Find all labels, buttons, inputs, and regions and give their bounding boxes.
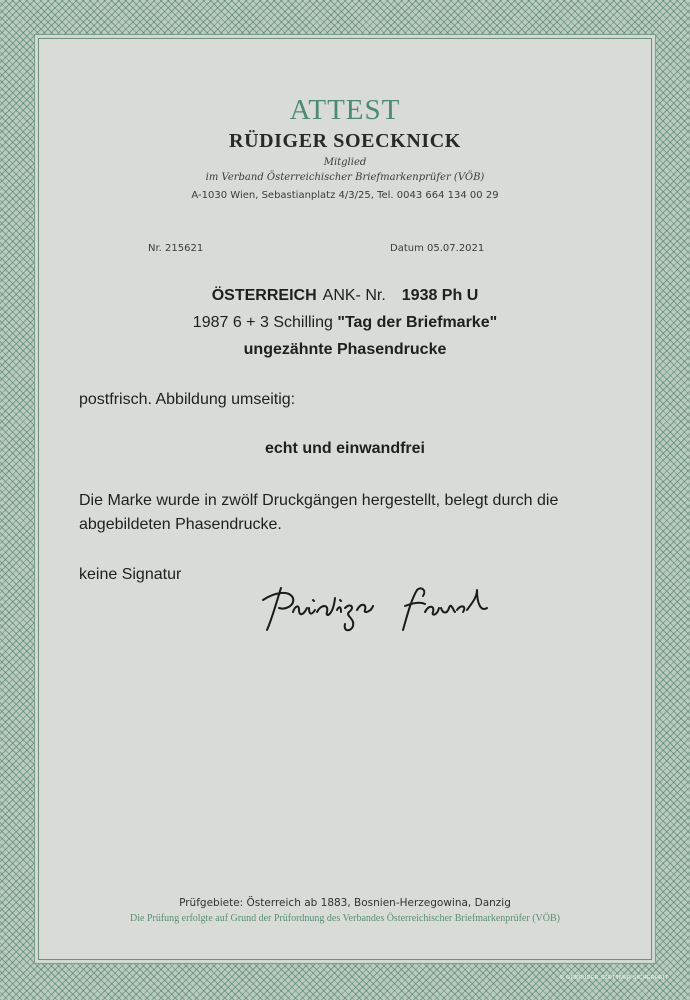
issue-prefix: 1987 6 + 3 Schilling bbox=[192, 314, 333, 331]
issue-name: "Tag der Briefmarke" bbox=[337, 314, 498, 331]
examination-basis: Die Prüfung erfolgte auf Grund der Prüfordnung des Verbandes Österreichischer Briefmarkenprüfer (VÖB) bbox=[130, 913, 560, 924]
examination-areas: Prüfgebiete: Österreich ab 1883, Bosnien-Herzegowina, Danzig bbox=[179, 897, 511, 909]
remark-line-1: Die Marke wurde in zwölf Druckgängen hergestellt, belegt durch die bbox=[79, 492, 559, 509]
issue-line bbox=[0, 314, 690, 332]
certificate-title: ATTEST bbox=[289, 94, 401, 126]
security-paper-copyright: © GEBRÜDER STETTNER SICHERHEIT bbox=[560, 975, 669, 981]
certificate-date: Datum 05.07.2021 bbox=[390, 243, 485, 254]
country: ÖSTERREICH bbox=[211, 287, 317, 304]
signature-note: keine Signatur bbox=[79, 566, 182, 583]
examiner-name: RÜDIGER SOECKNICK bbox=[229, 130, 461, 152]
membership-label: Mitglied bbox=[323, 157, 367, 168]
handwritten-signature bbox=[255, 578, 495, 638]
catalog-line bbox=[0, 287, 690, 305]
certificate-number: Nr. 215621 bbox=[148, 243, 204, 254]
verdict-text: echt und einwandfrei bbox=[264, 440, 425, 457]
condition-text: postfrisch. Abbildung umseitig: bbox=[79, 391, 296, 408]
catalog-number: 1938 Ph U bbox=[401, 287, 479, 304]
catalog-label: ANK- Nr. bbox=[322, 287, 386, 304]
variety: ungezähnte Phasendrucke bbox=[243, 341, 447, 358]
association-label: im Verband Österreichischer Briefmarkenprüfer (VÖB) bbox=[205, 172, 485, 183]
remark-line-2: abgebildeten Phasendrucke. bbox=[79, 516, 282, 533]
examiner-address: A-1030 Wien, Sebastianplatz 4/3/25, Tel. 0043 664 134 00 29 bbox=[191, 190, 499, 201]
